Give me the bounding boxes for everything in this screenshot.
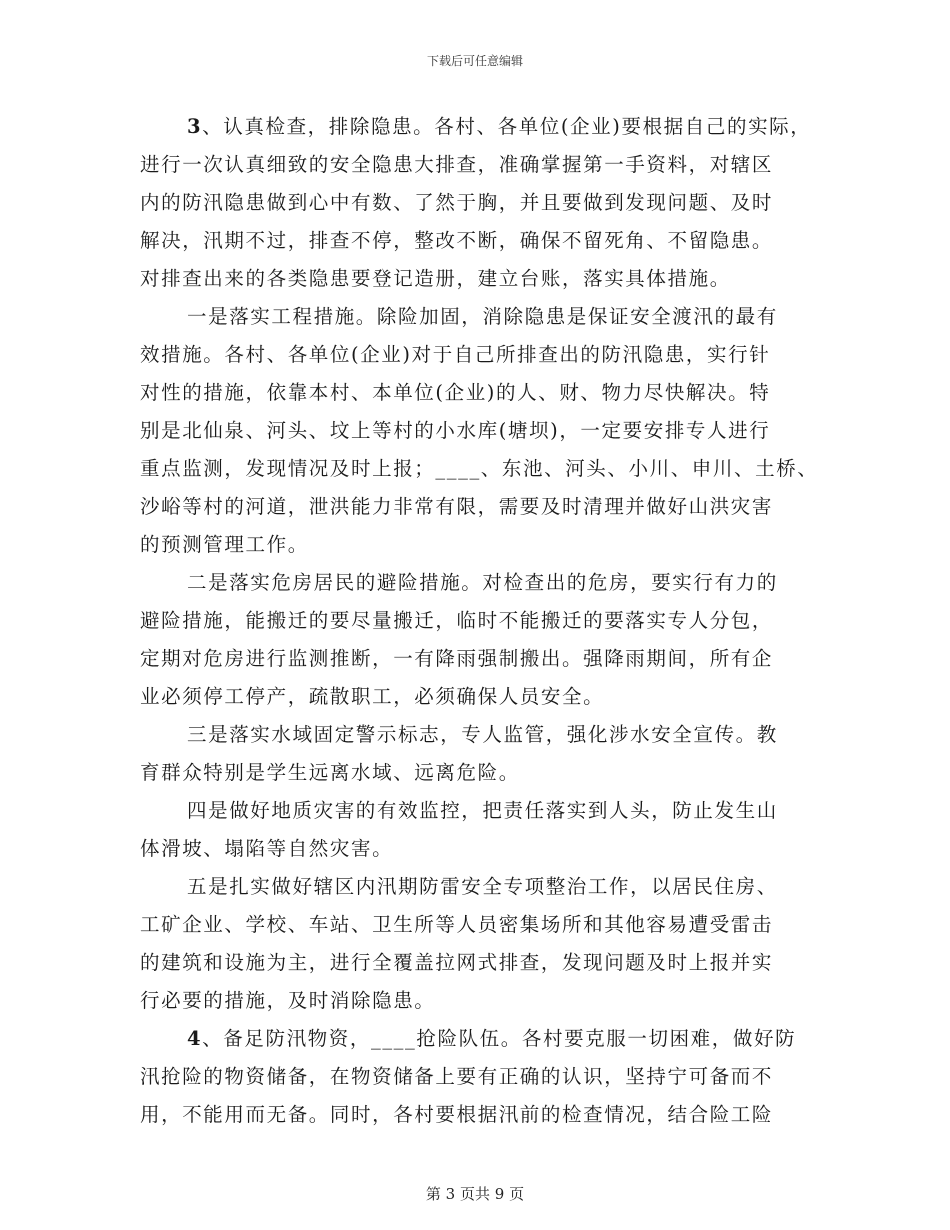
paragraph-4-supplies bbox=[140, 1020, 820, 1134]
page-footer: 第 3 页共 9 页 bbox=[425, 1185, 525, 1203]
text-line: 定期对危房进行监测推断，一有降雨强制搬出。强降雨期间，所有企 bbox=[140, 647, 774, 670]
paragraph-3-inspection bbox=[140, 108, 820, 298]
text-line: 体滑坡、塌陷等自然灾害。 bbox=[140, 837, 394, 860]
text-line: 的建筑和设施为主，进行全覆盖拉网式排查，发现问题及时上报并实 bbox=[140, 951, 774, 974]
text-line bbox=[140, 1020, 820, 1058]
text-line: 进行一次认真细致的安全隐患大排查，准确掌握第一手资料，对辖区 bbox=[140, 153, 774, 176]
text-line: 一是落实工程措施。除险加固，消除隐患是保证安全渡汛的最有 bbox=[187, 305, 778, 328]
text-line: 沙峪等村的河道，泄洪能力非常有限，需要及时清理并做好山洪灾害 bbox=[140, 495, 774, 518]
section-number: 4 bbox=[187, 1027, 203, 1050]
text-line: 的预测管理工作。 bbox=[140, 533, 309, 556]
text-line: 育群众特别是学生远离水域、远离危险。 bbox=[140, 761, 520, 784]
text-line bbox=[140, 108, 820, 146]
text-line: 工矿企业、学校、车站、卫生所等人员密集场所和其他容易遭受雷击 bbox=[140, 913, 774, 936]
section-number: 3 bbox=[187, 115, 203, 138]
text-line: 避险措施，能搬迁的要尽量搬迁，临时不能搬迁的要落实专人分包， bbox=[140, 609, 774, 632]
page-header: 下载后可任意编辑 bbox=[426, 54, 523, 68]
text-line: 对排查出来的各类隐患要登记造册，建立台账，落实具体措施。 bbox=[140, 267, 731, 290]
text-line: 别是北仙泉、河头、坟上等村的小水库(塘坝)，一定要安排专人进行 bbox=[140, 419, 771, 442]
line-text: 、备足防汛物资，____抢险队伍。各村要克服一切困难，做好防 bbox=[202, 1027, 797, 1050]
line-text: 、认真检查，排除隐患。各村、各单位(企业)要根据自己的实际， bbox=[202, 115, 812, 138]
text-line: 内的防汛隐患做到心中有数、了然于胸，并且要做到发现问题、及时 bbox=[140, 191, 774, 214]
paragraph-dangerous-housing bbox=[140, 564, 820, 716]
text-line: 重点监测，发现情况及时上报；____、东池、河头、小川、申川、土桥、 bbox=[140, 457, 819, 480]
text-line: 用，不能用而无备。同时，各村要根据汛前的检查情况，结合险工险 bbox=[140, 1103, 774, 1126]
document-body bbox=[140, 108, 820, 1134]
text-line: 对性的措施，依靠本村、本单位(企业)的人、财、物力尽快解决。特 bbox=[140, 381, 771, 404]
paragraph-water-warning bbox=[140, 716, 820, 792]
text-line: 二是落实危房居民的避险措施。对检查出的危房，要实行有力的 bbox=[187, 571, 778, 594]
text-line: 业必须停工停产，疏散职工，必须确保人员安全。 bbox=[140, 685, 605, 708]
text-line: 行必要的措施，及时消除隐患。 bbox=[140, 989, 436, 1012]
text-line: 五是扎实做好辖区内汛期防雷安全专项整治工作，以居民住房、 bbox=[187, 875, 778, 898]
paragraph-engineering-measures bbox=[140, 298, 820, 564]
text-line: 四是做好地质灾害的有效监控，把责任落实到人头，防止发生山 bbox=[187, 799, 778, 822]
text-line: 汛抢险的物资储备，在物资储备上要有正确的认识，坚持宁可备而不 bbox=[140, 1065, 774, 1088]
text-line: 效措施。各村、各单位(企业)对于自己所排查出的防汛隐患，实行针 bbox=[140, 343, 771, 366]
text-line: 解决，汛期不过，排查不停，整改不断，确保不留死角、不留隐患。 bbox=[140, 229, 774, 252]
text-line: 三是落实水域固定警示标志，专人监管，强化涉水安全宣传。教 bbox=[187, 723, 778, 746]
paragraph-geological-disaster bbox=[140, 792, 820, 868]
paragraph-lightning-safety bbox=[140, 868, 820, 1020]
